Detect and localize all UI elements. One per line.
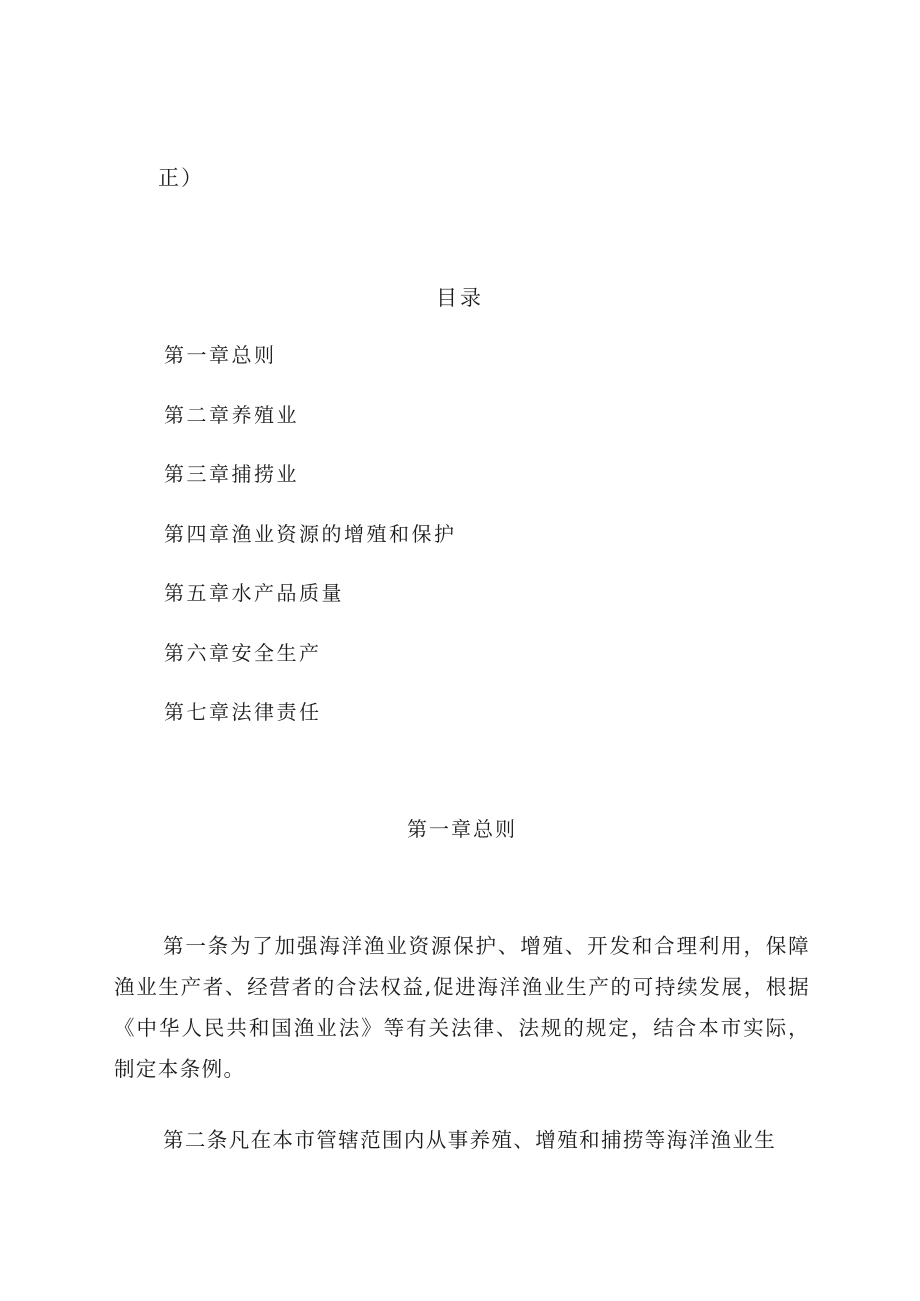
toc-item-chapter-3: 第三章捕捞业 <box>164 462 299 486</box>
article-1-paragraph: 第一条为了加强海洋渔业资源保护、增殖、开发和合理利用，保障渔业生产者、经营者的合法权益,促进海洋渔业生产的可持续发展，根据《中华人民共和国渔业法》等有关法律、法规的规定，结合本市实际，制定本条例。 <box>114 934 810 1081</box>
toc-item-chapter-7: 第七章法律责任 <box>164 700 322 724</box>
toc-title: 目录 <box>436 286 484 310</box>
previous-text-fragment: 正） <box>158 166 204 190</box>
table-of-contents <box>164 339 457 756</box>
chapter-heading: 第一章总则 <box>407 817 517 841</box>
article-2-paragraph: 第二条凡在本市管辖范围内从事养殖、增殖和捕捞等海洋渔业生 <box>163 1128 777 1152</box>
toc-item-chapter-1: 第一章总则 <box>164 343 277 367</box>
toc-item-chapter-5: 第五章水产品质量 <box>164 581 344 605</box>
toc-item-chapter-4: 第四章渔业资源的增殖和保护 <box>164 521 457 546</box>
toc-item-chapter-2: 第二章养殖业 <box>164 402 299 427</box>
toc-item-chapter-6: 第六章安全生产 <box>164 640 322 665</box>
